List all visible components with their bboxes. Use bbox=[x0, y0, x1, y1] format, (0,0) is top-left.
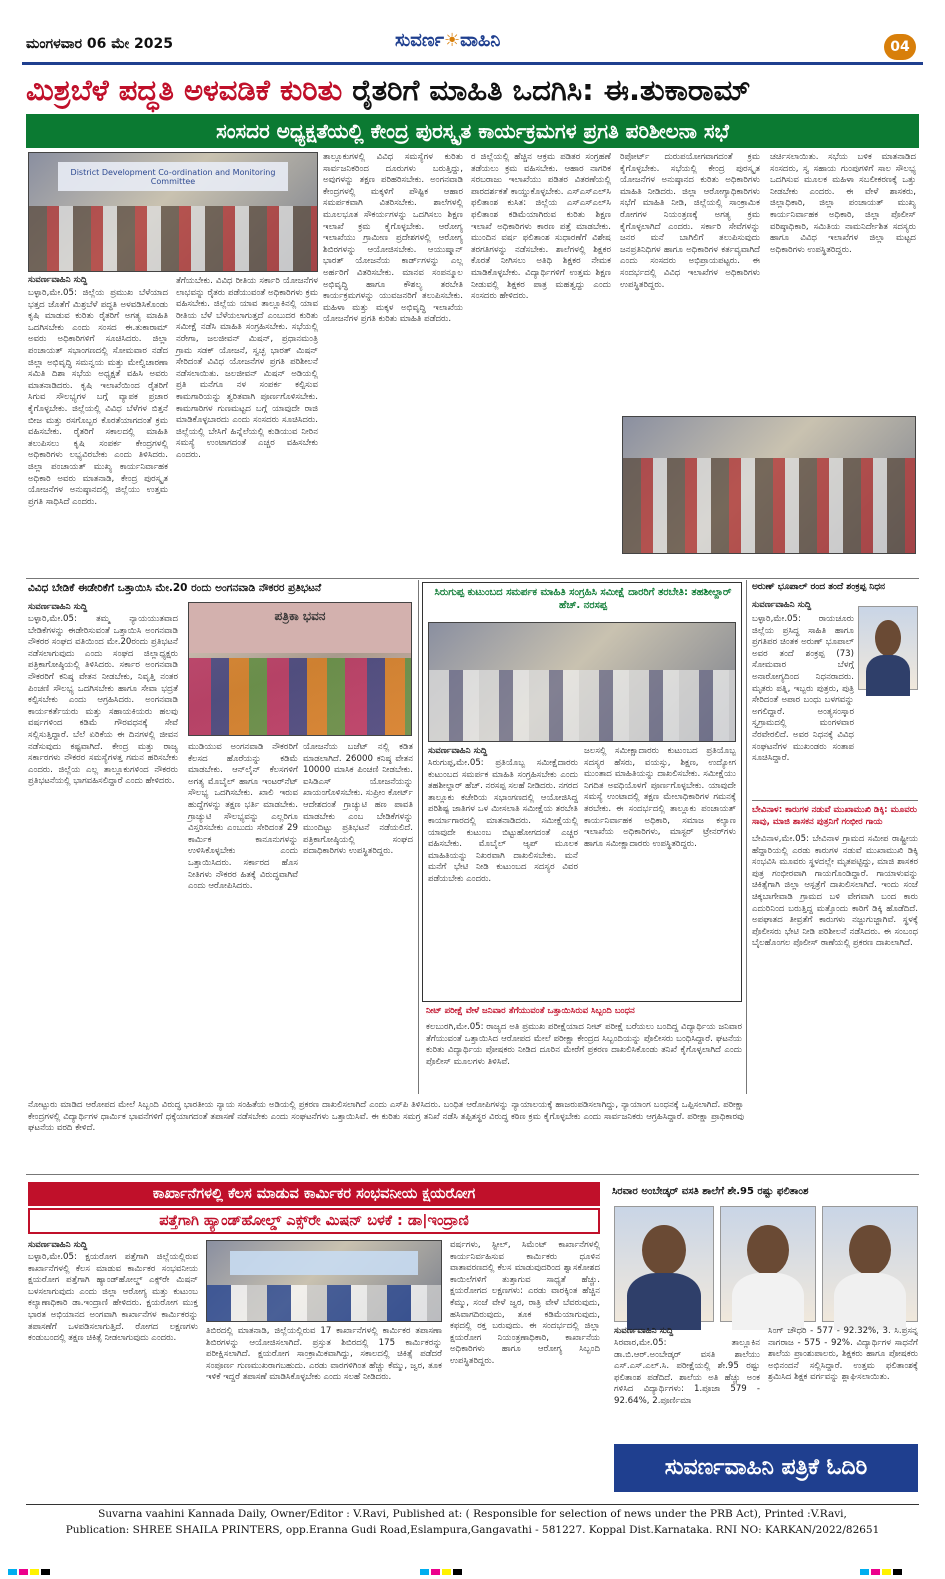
obituary-rule bbox=[752, 800, 918, 801]
xray-camp-photo bbox=[206, 1240, 442, 1322]
student-photo-1 bbox=[614, 1206, 714, 1322]
sirivara-column-2: ಸಿಂಗ್ ಚೌಧರಿ - 577 - 92.32%, 3. ಸಿ.ಪ್ರಸನ್ನ ನಾಗರಾಜ - 575 - 92%. ವಿದ್ಯಾರ್ಥಿಗಳ ಸಾಧನೆಗೆ ಶಾಲೆಯ ಪ್ರಾಂಶುಪಾಲರು, ಶಿಕ್ಷಕರು ಹಾಗೂ ಪೋಷಕರು ಅಭಿನಂದನೆ ಸಲ್ಲಿಸಿದ್ದಾರೆ. ಉತ್ತಮ ಫಲಿತಾಂಶಕ್ಕೆ ಶ್ರಮಿಸಿದ ಶಿಕ್ಷಕ ವರ್ಗವನ್ನು ಶ್ಲಾಘಿಸಲಾಯಿತು. bbox=[768, 1326, 918, 1383]
obituary-title: ಅರುಣ್ ಭೂಪಾಲ್ ರಂದ ತಂದೆ ಶಂಕ್ರಪ್ಪ ನಿಧನ bbox=[752, 582, 886, 592]
lead-headline bbox=[26, 68, 919, 112]
student-3-face bbox=[849, 1225, 890, 1275]
tb-column-2: ತಿಬಿರದಲ್ಲಿ ಮಾತನಾಡಿ, ಜಿಲ್ಲೆಯಲ್ಲಿರುವ 17 ಕಾರ್ಖಾನೆಗಳಲ್ಲಿ ಕಾರ್ಮಿಕರ ತಪಾಸಣಾ ಶಿಬಿರಗಳನ್ನು ಆಯೋಜಿಸಲಾಗಿದೆ. ಪ್ರಸ್ತುತ ಶಿಬಿರದಲ್ಲಿ 175 ಕಾರ್ಮಿಕರನ್ನು ಪರೀಕ್ಷಿಸಲಾಗಿದೆ. ಕ್ಷಯರೋಗ ಸಾಂಕ್ರಾಮಿಕವಾಗಿದ್ದು, ಸಕಾಲದಲ್ಲಿ ಚಿಕಿತ್ಸೆ ಪಡೆದರೆ ಸಂಪೂರ್ಣ ಗುಣಮುಖರಾಗಬಹುದು. ಎರಡು ವಾರಗಳಿಗಿಂತ ಹೆಚ್ಚು ಕೆಮ್ಮು, ಜ್ವರ, ತೂಕ ಇಳಿಕೆ ಇದ್ದರೆ ತಪಾಸಣೆ ಮಾಡಿಸಿಕೊಳ್ಳಬೇಕು ಎಂದು ಸಲಹೆ ನೀಡಿದರು. bbox=[206, 1326, 442, 1383]
imprint-line-2: Publication: SHREE SHAILA PRINTERS, opp.Eranna Gudi Road,Eslampura,Gangavathi - 581227. Koppal Dist.Karnataka. RNI NO: KARKAN/2022/82651 bbox=[65, 1524, 880, 1536]
press-meet-people bbox=[189, 658, 411, 735]
neet-continued: ನೋಟ್ಪುರು ಮಾಡಿದ ಆರೋಪದ ಮೇಲೆ ಸಿಬ್ಬಂದಿ ವಿರುದ್ಧ ಭಾರತೀಯ ನ್ಯಾಯ ಸಂಹಿತೆಯ ಅಡಿಯಲ್ಲಿ ಪ್ರಕರಣ ದಾಖಲಿಸಲಾಗಿದೆ ಎಂದು ಎಸ್‌ಪಿ ತಿಳಿಸಿದರು. ಬಂಧಿತ ಆರೋಪಿಗಳನ್ನು ನ್ಯಾಯಾಲಯಕ್ಕೆ ಹಾಜರುಪಡಿಸಲಾಗಿದ್ದು, ನ್ಯಾಯಾಂಗ ಬಂಧನಕ್ಕೆ ಒಪ್ಪಿಸಲಾಗಿದೆ. ಪರೀಕ್ಷಾ ಕೇಂದ್ರಗಳಲ್ಲಿ ವಿದ್ಯಾರ್ಥಿಗಳ ಧಾರ್ಮಿಕ ಭಾವನೆಗಳಿಗೆ ಧಕ್ಕೆಯಾಗದಂತೆ ತಪಾಸಣೆ ನಡೆಸಬೇಕು ಎಂದು ಸಂಘಟನೆಗಳು ಒತ್ತಾಯಿಸಿವೆ. ಈ ಕುರಿತು ಸಮಗ್ರ ತನಿಖೆ ನಡೆಸಿ ತಪ್ಪಿತಸ್ಥರ ವಿರುದ್ಧ ಕಠಿಣ ಕ್ರಮ ಕೈಗೊಳ್ಳಬೇಕು ಎಂದು ಸಾರ್ವಜನಿಕರು ಆಗ್ರಹಿಸಿದ್ದಾರೆ. ಪರೀಕ್ಷಾ ಪ್ರಾಧಿಕಾರವು ಘಟನೆಯ ವರದಿ ಕೇಳಿದೆ. bbox=[28, 1100, 744, 1134]
lead-headline-red: ಮಿಶ್ರಬೆಳೆ ಪದ್ಧತಿ ಅಳವಡಿಕೆ ಕುರಿತು bbox=[26, 73, 343, 107]
lead-column-2: ತೆಗೆಯಬೇಕು. ವಿವಿಧ ರೀತಿಯ ಸರ್ಕಾರಿ ಯೋಜನೆಗಳ ಲಾಭವನ್ನು ರೈತರು ಪಡೆಯುವಂತೆ ಅಧಿಕಾರಿಗಳು ಕ್ರಮ ವಹಿಸಬೇಕು. ಜಿಲ್ಲೆಯ ಯಾವ ತಾಲ್ಲೂಕಿನಲ್ಲಿ ಯಾವ ರೀತಿಯ ಬೆಳೆ ಬೆಳೆಯಲಾಗುತ್ತದೆ ಎಂಬುದರ ಕುರಿತು ಸಮೀಕ್ಷೆ ನಡೆಸಿ ಮಾಹಿತಿ ಸಂಗ್ರಹಿಸಬೇಕು. ಸಭೆಯಲ್ಲಿ ನರೇಗಾ, ಜಲಜೀವನ್ ಮಿಷನ್, ಪ್ರಧಾನಮಂತ್ರಿ ಗ್ರಾಮ ಸಡಕ್ ಯೋಜನೆ, ಸ್ವಚ್ಛ ಭಾರತ್ ಮಿಷನ್ ಸೇರಿದಂತೆ ವಿವಿಧ ಯೋಜನೆಗಳ ಪ್ರಗತಿ ಪರಿಶೀಲನೆ ನಡೆಸಲಾಯಿತು. ಜಲಜೀವನ್ ಮಿಷನ್ ಅಡಿಯಲ್ಲಿ ಪ್ರತಿ ಮನೆಗೂ ನಳ ಸಂಪರ್ಕ ಕಲ್ಪಿಸುವ ಕಾಮಗಾರಿಯನ್ನು ತ್ವರಿತವಾಗಿ ಪೂರ್ಣಗೊಳಿಸಬೇಕು. ಕಾಮಗಾರಿಗಳ ಗುಣಮಟ್ಟದ ಬಗ್ಗೆ ಯಾವುದೇ ರಾಜಿ ಮಾಡಿಕೊಳ್ಳಬಾರದು ಎಂದು ಸಂಸದರು ಸೂಚಿಸಿದರು. ಜಿಲ್ಲೆಯಲ್ಲಿ ಬೇಸಿಗೆ ಹಿನ್ನೆಲೆಯಲ್ಲಿ ಕುಡಿಯುವ ನೀರಿನ ಸಮಸ್ಯೆ ಉಂಟಾಗದಂತೆ ಎಚ್ಚರ ವಹಿಸಬೇಕು ಎಂದರು. bbox=[176, 276, 318, 460]
masthead-rule bbox=[22, 62, 923, 65]
student-3-body bbox=[834, 1273, 905, 1330]
accident-title: ಬೇವಿನಾಳ: ಕಾರುಗಳ ನಡುವೆ ಮುಖಾಮುಖಿ ಡಿಕ್ಕಿ: ಮೂವರು ಸಾವು, ಮಾಜಿ ಶಾಸಕನ ಪುತ್ರನಿಗೆ ಗಂಭೀರ ಗಾಯ bbox=[752, 805, 918, 827]
student-photo-2 bbox=[720, 1206, 816, 1322]
imprint-line-1: Suvarna vaahini Kannada Daily, Owner/Editor : V.Ravi, Published at: ( Responsible for selection of news under the PRB Act), Printed :V.Ravi, bbox=[98, 1508, 847, 1520]
siruguppa-byline: ಸುವರ್ಣವಾಹಿನಿ ಸುದ್ದಿ bbox=[428, 746, 488, 756]
neet-body: ಕಲಬುರಗಿ,ಮೇ.05: ರಾಜ್ಯದ ಅತಿ ಪ್ರಮುಖ ಪರೀಕ್ಷೆಯಾದ ನೀಟ್ ಪರೀಕ್ಷೆ ಬರೆಯಲು ಬಂದಿದ್ದ ವಿದ್ಯಾರ್ಥಿಯ ಜನಿವಾರ ತೆಗೆಯುವಂತೆ ಒತ್ತಾಯಿಸಿದ ಆರೋಪದ ಮೇಲೆ ಪರೀಕ್ಷಾ ಕೇಂದ್ರದ ಸಿಬ್ಬಂದಿಯನ್ನು ಪೊಲೀಸರು ಬಂಧಿಸಿದ್ದಾರೆ. ಘಟನೆಯ ಕುರಿತು ವಿದ್ಯಾರ್ಥಿಯ ಪೋಷಕರು ನೀಡಿದ ದೂರಿನ ಮೇರೆಗೆ ಪ್ರಕರಣ ದಾಖಲಿಸಿಕೊಂಡು ತನಿಖೆ ಕೈಗೊಳ್ಳಲಾಗಿದೆ ಎಂದು ಪೊಲೀಸ್ ಮೂಲಗಳು ತಿಳಿಸಿವೆ. bbox=[426, 1022, 742, 1067]
registration-marks-center bbox=[420, 1560, 540, 1568]
registration-marks-right bbox=[860, 1560, 940, 1568]
tb-column-1: ಬಳ್ಳಾರಿ,ಮೇ.05: ಕ್ಷಯರೋಗ ಪತ್ತೆಗಾಗಿ ಜಿಲ್ಲೆಯಲ್ಲಿರುವ ಕಾರ್ಖಾನೆಗಳಲ್ಲಿ ಕೆಲಸ ಮಾಡುವ ಕಾರ್ಮಿಕರ ಸಂಭವನೀಯ ಕ್ಷಯರೋಗ ಪತ್ತೆಗಾಗಿ ಹ್ಯಾಂಡ್‌ಹೋಲ್ಡ್ ಎಕ್ಸ್‌ರೇ ಮಿಷನ್ ಬಳಸಲಾಗುವುದು ಎಂದು ಜಿಲ್ಲಾ ಆರೋಗ್ಯ ಮತ್ತು ಕುಟುಂಬ ಕಲ್ಯಾಣಾಧಿಕಾರಿ ಡಾ.ಇಂದ್ರಾಣಿ ಹೇಳಿದರು. ಕ್ಷಯರೋಗ ಮುಕ್ತ ಭಾರತ ಅಭಿಯಾನದ ಅಂಗವಾಗಿ ಕಾರ್ಖಾನೆಗಳ ಕಾರ್ಮಿಕರನ್ನು ತಪಾಸಣೆಗೆ ಒಳಪಡಿಸಲಾಗುತ್ತಿದೆ. ರೋಗದ ಲಕ್ಷಣಗಳು ಕಂಡುಬಂದಲ್ಲಿ ತಕ್ಷಣ ಚಿಕಿತ್ಸೆ ನೀಡಲಾಗುವುದು ಎಂದರು. bbox=[28, 1252, 198, 1344]
meeting-photo-banner bbox=[58, 162, 288, 190]
anganwadi-column-2: ಮುಡಿಯುವ ಅಂಗನವಾಡಿ ನೌಕರರಿಗೆ ಕೆಲಸದ ಹೊರೆಯನ್ನು ಕಡಿಮೆ ಮಾಡಬೇಕು. ಆನ್‌ಲೈನ್ ಕೆಲಸಗಳಿಗೆ ಅಗತ್ಯ ಮೊಬೈಲ್ ಹಾಗೂ ಇಂಟರ್‌ನೆಟ್ ಸೌಲಭ್ಯ ಒದಗಿಸಬೇಕು. ಖಾಲಿ ಇರುವ ಹುದ್ದೆಗಳನ್ನು ತಕ್ಷಣ ಭರ್ತಿ ಮಾಡಬೇಕು. ಗ್ರಾಚ್ಯುಟಿ ಸೌಲಭ್ಯವನ್ನು ಎಲ್ಲರಿಗೂ ವಿಸ್ತರಿಸಬೇಕು ಎಂಬುದು ಸೇರಿದಂತೆ 29 ಕಾರ್ಮಿಕ ಕಾನೂನುಗಳನ್ನು ಉಳಿಸಿಕೊಳ್ಳಬೇಕು ಎಂದು ಒತ್ತಾಯಿಸಿದರು. ಸರ್ಕಾರದ ಹೊಸ ನೀತಿಗಳು ನೌಕರರ ಹಿತಕ್ಕೆ ವಿರುದ್ಧವಾಗಿವೆ ಎಂದು ಆರೋಪಿಸಿದರು. bbox=[188, 742, 298, 892]
xray-camp-banner bbox=[230, 1251, 417, 1275]
obituary-portrait bbox=[858, 606, 918, 690]
training-photo-people bbox=[429, 670, 735, 741]
audience-photo-people bbox=[623, 458, 915, 553]
accident-body: ಬೇವಿನಾಳ,ಮೇ.05: ಬೇವಿನಾಳ ಗ್ರಾಮದ ಸಮೀಪ ರಾಷ್ಟ್ರೀಯ ಹೆದ್ದಾರಿಯಲ್ಲಿ ಎರಡು ಕಾರುಗಳ ನಡುವೆ ಮುಖಾಮುಖಿ ಡಿಕ್ಕಿ ಸಂಭವಿಸಿ ಮೂವರು ಸ್ಥಳದಲ್ಲೇ ಮೃತಪಟ್ಟಿದ್ದು, ಮಾಜಿ ಶಾಸಕರ ಪುತ್ರ ಗಂಭೀರವಾಗಿ ಗಾಯಗೊಂಡಿದ್ದಾರೆ. ಗಾಯಾಳುವನ್ನು ಚಿಕಿತ್ಸೆಗಾಗಿ ಜಿಲ್ಲಾ ಆಸ್ಪತ್ರೆಗೆ ದಾಖಲಿಸಲಾಗಿದೆ. ಇಂದು ಸಂಜೆ ಚಿಕ್ಕಬಾಗೇವಾಡಿ ಗ್ರಾಮದ ಬಳಿ ವೇಗವಾಗಿ ಬಂದ ಕಾರು ಎದುರಿನಿಂದ ಬರುತ್ತಿದ್ದ ಮತ್ತೊಂದು ಕಾರಿಗೆ ಡಿಕ್ಕಿ ಹೊಡೆದಿದೆ. ಅಪಘಾತದ ತೀವ್ರತೆಗೆ ಕಾರುಗಳು ನಜ್ಜುಗುಜ್ಜಾಗಿವೆ. ಸ್ಥಳಕ್ಕೆ ಪೊಲೀಸರು ಭೇಟಿ ನೀಡಿ ಪರಿಶೀಲನೆ ನಡೆಸಿದರು. ಈ ಸಂಬಂಧ ಬೈಲಹೊಂಗಲ ಪೊಲೀಸ್ ಠಾಣೆಯಲ್ಲಿ ಪ್ರಕರಣ ದಾಖಲಾಗಿದೆ. bbox=[752, 834, 918, 949]
meeting-photo bbox=[28, 152, 318, 272]
sirivara-title: ಸಿರವಾರ ಅಂಬೇಡ್ಕರ್ ವಸತಿ ಶಾಲೆಗೆ ಶೇ.95 ರಷ್ಟು ಫಲಿತಾಂಶ bbox=[612, 1186, 809, 1197]
anganwadi-title: ವಿವಿಧ ಬೇಡಿಕೆ ಈಡೇರಿಕೆಗೆ ಒತ್ತಾಯಿಸಿ ಮೇ.20 ರಂದು ಅಂಗನವಾಡಿ ನೌಕರರ ಪ್ರತಿಭಟನೆ bbox=[28, 582, 322, 594]
page-number: 04 bbox=[884, 34, 916, 60]
footer-rule bbox=[26, 1504, 919, 1505]
lead-subhead: ಸಂಸದರ ಅಧ್ಯಕ್ಷತೆಯಲ್ಲಿ ಕೇಂದ್ರ ಪುರಸ್ಕೃತ ಕಾರ್ಯಕ್ರಮಗಳ ಪ್ರಗತಿ ಪರಿಶೀಲನಾ ಸಭೆ bbox=[26, 114, 919, 148]
siruguppa-title: ಸಿರುಗುಪ್ಪ ಕುಟುಂಬದ ಸಮರ್ಪಕ ಮಾಹಿತಿ ಸಂಗ್ರಹಿಸಿ ಸಮೀಕ್ಷೆ ದಾರರಿಗೆ ತರಬೇತಿ: ತಹಶೀಲ್ದಾರ್ ಹೆಚ್. ನರಸಪ್ಪ bbox=[434, 587, 732, 611]
obituary-body-top: ಬಳ್ಳಾರಿ,ಮೇ.05: ರಾಯಚೂರು ಜಿಲ್ಲೆಯ ಪ್ರಸಿದ್ಧ ಸಾಹಿತಿ ಹಾಗೂ ಪ್ರಗತಿಪರ ಚಿಂತಕ ಅರುಣ್ ಭೂಪಾಲ್ ಅವರ ತಂದೆ ಶಂಕ್ರಪ್ಪ (73) ಸೋಮವಾರ ಬೆಳಗ್ಗೆ ಅನಾರೋಗ್ಯದಿಂದ ನಿಧನರಾದರು. ಮೃತರು ಪತ್ನಿ, ಇಬ್ಬರು ಪುತ್ರರು, ಪುತ್ರಿ ಸೇರಿದಂತೆ ಅಪಾರ ಬಂಧು ಬಳಗವನ್ನು ಅಗಲಿದ್ದಾರೆ. ಅಂತ್ಯಸಂಸ್ಕಾರ ಸ್ವಗ್ರಾಮದಲ್ಲಿ ಮಂಗಳವಾರ ನೆರವೇರಲಿದೆ. ಅವರ ನಿಧನಕ್ಕೆ ವಿವಿಧ ಸಂಘಟನೆಗಳ ಮುಖಂಡರು ಸಂತಾಪ ಸೂಚಿಸಿದ್ದಾರೆ. bbox=[752, 614, 854, 764]
student-photo-3 bbox=[822, 1206, 918, 1322]
lead-byline: ಸುವರ್ಣವಾಹಿನಿ ಸುದ್ದಿ bbox=[28, 275, 88, 285]
training-photo bbox=[428, 622, 736, 742]
divider-neet bbox=[746, 580, 747, 1094]
tb-title-line-2: ಪತ್ತೆಗಾಗಿ ಹ್ಯಾಂಡ್‌ಹೋಲ್ಡ್ ಎಕ್ಸ್‌ರೇ ಮಿಷನ್ ಬಳಕೆ : ಡಾ|ಇಂದ್ರಾಣಿ bbox=[28, 1208, 600, 1234]
lead-bottom-rule bbox=[26, 578, 919, 579]
tb-column-3: ವರ್ಷಗಳು, ಸ್ಟೀಲ್, ಸಿಮೆಂಟ್ ಕಾರ್ಖಾನೆಗಳಲ್ಲಿ ಕಾರ್ಯನಿರ್ವಹಿಸುವ ಕಾರ್ಮಿಕರು ಧೂಳಿನ ವಾತಾವರಣದಲ್ಲಿ ಕೆಲಸ ಮಾಡುವುದರಿಂದ ಶ್ವಾಸಕೋಶದ ಕಾಯಿಲೆಗಳಿಗೆ ತುತ್ತಾಗುವ ಸಾಧ್ಯತೆ ಹೆಚ್ಚು. ಕ್ಷಯರೋಗದ ಲಕ್ಷಣಗಳು: ಎರಡು ವಾರಕ್ಕಿಂತ ಹೆಚ್ಚಿನ ಕೆಮ್ಮು, ಸಂಜೆ ವೇಳೆ ಜ್ವರ, ರಾತ್ರಿ ವೇಳೆ ಬೆವರುವುದು, ಹಸಿವಾಗದಿರುವುದು, ತೂಕ ಕಡಿಮೆಯಾಗುವುದು, ಕಫದಲ್ಲಿ ರಕ್ತ ಬರುವುದು. ಈ ಸಂದರ್ಭದಲ್ಲಿ ಜಿಲ್ಲಾ ಕ್ಷಯರೋಗ ನಿಯಂತ್ರಣಾಧಿಕಾರಿ, ಕಾರ್ಖಾನೆಯ ಅಧಿಕಾರಿಗಳು ಹಾಗೂ ಆರೋಗ್ಯ ಸಿಬ್ಬಂದಿ ಉಪಸ್ಥಿತರಿದ್ದರು. bbox=[450, 1240, 600, 1366]
lead-column-1: ಬಳ್ಳಾರಿ,ಮೇ.05: ಜಿಲ್ಲೆಯ ಪ್ರಮುಖ ಬೆಳೆಯಾದ ಭತ್ತದ ಜೊತೆಗೆ ಮಿಶ್ರಬೆಳೆ ಪದ್ಧತಿ ಅಳವಡಿಸಿಕೊಂಡು ಕೃಷಿ ಮಾಡುವ ಕುರಿತು ರೈತರಿಗೆ ಅಗತ್ಯ ಮಾಹಿತಿ ಒದಗಿಸಬೇಕು ಎಂದು ಸಂಸದ ಈ.ತುಕಾರಾಮ್ ಅವರು ಅಧಿಕಾರಿಗಳಿಗೆ ಸೂಚಿಸಿದರು. ಜಿಲ್ಲಾ ಪಂಚಾಯತ್ ಸಭಾಂಗಣದಲ್ಲಿ ಸೋಮವಾರ ನಡೆದ ಜಿಲ್ಲಾ ಅಭಿವೃದ್ಧಿ ಸಮನ್ವಯ ಮತ್ತು ಮೇಲ್ವಿಚಾರಣಾ ಸಮಿತಿ ದಿಶಾ ಸಭೆಯ ಅಧ್ಯಕ್ಷತೆ ವಹಿಸಿ ಅವರು ಮಾತನಾಡಿದರು. ಕೃಷಿ ಇಲಾಖೆಯಿಂದ ರೈತರಿಗೆ ಸಿಗುವ ಸೌಲಭ್ಯಗಳ ಬಗ್ಗೆ ವ್ಯಾಪಕ ಪ್ರಚಾರ ಕೈಗೊಳ್ಳಬೇಕು. ಜಿಲ್ಲೆಯಲ್ಲಿ ವಿವಿಧ ಬೆಳೆಗಳ ಬಿತ್ತನೆ ಬೀಜ ಮತ್ತು ರಸಗೊಬ್ಬರ ಕೊರತೆಯಾಗದಂತೆ ಕ್ರಮ ವಹಿಸಬೇಕು. ರೈತರಿಗೆ ಸಕಾಲದಲ್ಲಿ ಮಾಹಿತಿ ತಲುಪಿಸಲು ಕೃಷಿ ಸಂಪರ್ಕ ಕೇಂದ್ರಗಳಲ್ಲಿ ಅಧಿಕಾರಿಗಳು ಲಭ್ಯವಿರಬೇಕು ಎಂದು ತಿಳಿಸಿದರು. ಜಿಲ್ಲಾ ಪಂಚಾಯತ್ ಮುಖ್ಯ ಕಾರ್ಯನಿರ್ವಾಹಕ ಅಧಿಕಾರಿ ಅವರು ಮಾತನಾಡಿ, ಕೇಂದ್ರ ಪುರಸ್ಕೃತ ಯೋಜನೆಗಳ ಅನುಷ್ಠಾನದಲ್ಲಿ ಜಿಲ್ಲೆಯು ಉತ್ತಮ ಪ್ರಗತಿ ಸಾಧಿಸಿದೆ ಎಂದರು. bbox=[28, 288, 168, 507]
siruguppa-column-1: ಸಿರುಗುಪ್ಪ,ಮೇ.05: ಪ್ರತಿಯೊಬ್ಬ ಸಮೀಕ್ಷೆದಾರರು ಕುಟುಂಬದ ಸಮರ್ಪಕ ಮಾಹಿತಿ ಸಂಗ್ರಹಿಸಬೇಕು ಎಂದು ತಹಶೀಲ್ದಾರ್ ಹೆಚ್. ನರಸಪ್ಪ ಸಲಹೆ ನೀಡಿದರು. ನಗರದ ತಾಲ್ಲೂಕು ಕಚೇರಿಯ ಸಭಾಂಗಣದಲ್ಲಿ ಆಯೋಜಿಸಿದ್ದ ಪರಿಶಿಷ್ಟ ಜಾತಿಗಳ ಒಳ ಮೀಸಲಾತಿ ಸಮೀಕ್ಷೆಯ ತರಬೇತಿ ಕಾರ್ಯಾಗಾರದಲ್ಲಿ ಮಾತನಾಡಿದರು. ಸಮೀಕ್ಷೆಯಲ್ಲಿ ಯಾವುದೇ ಕುಟುಂಬ ಬಿಟ್ಟುಹೋಗದಂತೆ ಎಚ್ಚರ ವಹಿಸಬೇಕು. ಮೊಬೈಲ್ ಆ್ಯಪ್ ಮೂಲಕ ಮಾಹಿತಿಯನ್ನು ನಿಖರವಾಗಿ ದಾಖಲಿಸಬೇಕು. ಮನೆ ಮನೆಗೆ ಭೇಟಿ ನೀಡಿ ಕುಟುಂಬದ ಸದಸ್ಯರ ವಿವರ ಪಡೆಯಬೇಕು ಎಂದರು. bbox=[428, 758, 578, 884]
press-meet-wall bbox=[189, 603, 411, 653]
student-1-body bbox=[627, 1273, 701, 1330]
read-newspaper-promo: ಸುವರ್ಣವಾಹಿನಿ ಪತ್ರಿಕೆ ಓದಿರಿ bbox=[614, 1444, 918, 1492]
brand-right: ವಾಹಿನಿ bbox=[460, 30, 501, 51]
portrait-face bbox=[875, 620, 901, 656]
brand-left: ಸುವರ್ಣ bbox=[395, 30, 444, 51]
registration-marks-left bbox=[8, 1560, 128, 1568]
newspaper-logo bbox=[395, 30, 500, 51]
lower-section-rule bbox=[26, 1174, 919, 1175]
meeting-photo-people bbox=[29, 206, 317, 271]
press-meet-photo bbox=[188, 602, 412, 736]
neet-title: ನೀಟ್ ಪರೀಕ್ಷೆ ವೇಳೆ ಜನಿವಾರ ತೆಗೆಯುವಂತೆ ಒತ್ತಾಯಿಸಿರುವ ಸಿಬ್ಬಂದಿ ಬಂಧನ bbox=[426, 1006, 635, 1016]
lead-headline-black: ರೈತರಿಗೆ ಮಾಹಿತಿ ಒದಗಿಸಿ: ಈ.ತುಕಾರಾಮ್ bbox=[342, 73, 751, 107]
anganwadi-byline: ಸುವರ್ಣವಾಹಿನಿ ಸುದ್ದಿ bbox=[28, 602, 88, 612]
audience-photo bbox=[622, 416, 916, 554]
sirivara-column-1: ಸಿರವಾರ,ಮೇ.05: ತಾಲ್ಲೂಕಿನ ಡಾ.ಬಿ.ಆರ್.ಅಂಬೇಡ್ಕರ್ ವಸತಿ ಶಾಲೆಯು ಎಸ್.ಎಸ್.ಎಲ್.ಸಿ. ಪರೀಕ್ಷೆಯಲ್ಲಿ ಶೇ.95 ರಷ್ಟು ಫಲಿತಾಂಶ ಪಡೆದಿದೆ. ಶಾಲೆಯ ಅತಿ ಹೆಚ್ಚು ಅಂಕ ಗಳಿಸಿದ ವಿದ್ಯಾರ್ಥಿಗಳು: 1.ಪೂಜಾ 579 - 92.64%, 2.ಪೂರ್ಣಿಮಾ bbox=[614, 1338, 760, 1406]
anganwadi-column-3: ಯೋಜನೆಯ ಬಜೆಟ್ ನಲ್ಲಿ ಕಡಿತ ಮಾಡಲಾಗಿದೆ. 26000 ಕನಿಷ್ಠ ವೇತನ 10000 ಮಾಸಿಕ ಪಿಂಚಣಿ ನೀಡಬೇಕು. ಐಸಿಡಿಎಸ್ ಯೋಜನೆಯನ್ನು ಖಾಯಂಗೊಳಿಸಬೇಕು. ಸುಪ್ರೀಂ ಕೋರ್ಟ್ ಆದೇಶದಂತೆ ಗ್ರಾಚ್ಯುಟಿ ಹಣ ಪಾವತಿ ಮಾಡಬೇಕು ಎಂಬ ಬೇಡಿಕೆಗಳನ್ನು ಮುಂದಿಟ್ಟು ಪ್ರತಿಭಟನೆ ನಡೆಯಲಿದೆ. ಪತ್ರಿಕಾಗೋಷ್ಠಿಯಲ್ಲಿ ಸಂಘದ ಪದಾಧಿಕಾರಿಗಳು ಉಪಸ್ಥಿತರಿದ್ದರು. bbox=[303, 742, 414, 857]
siruguppa-column-2: ಜಲಸಲ್ಲಿ ಸಮೀಕ್ಷಾದಾರರು ಕುಟುಂಬದ ಪ್ರತಿಯೊಬ್ಬ ಸದಸ್ಯರ ಹೆಸರು, ವಯಸ್ಸು, ಶಿಕ್ಷಣ, ಉದ್ಯೋಗ ಮುಂತಾದ ಮಾಹಿತಿಯನ್ನು ದಾಖಲಿಸಬೇಕು. ಸಮೀಕ್ಷೆಯು ನಿಗದಿತ ಅವಧಿಯೊಳಗೆ ಪೂರ್ಣಗೊಳ್ಳಬೇಕು. ಯಾವುದೇ ಸಮಸ್ಯೆ ಉಂಟಾದಲ್ಲಿ ತಕ್ಷಣ ಮೇಲಾಧಿಕಾರಿಗಳ ಗಮನಕ್ಕೆ ತರಬೇಕು. ಈ ಸಂದರ್ಭದಲ್ಲಿ ತಾಲ್ಲೂಕು ಪಂಚಾಯತ್ ಕಾರ್ಯನಿರ್ವಾಹಕ ಅಧಿಕಾರಿ, ಸಮಾಜ ಕಲ್ಯಾಣ ಇಲಾಖೆಯ ಅಧಿಕಾರಿಗಳು, ಮಾಸ್ಟರ್ ಟ್ರೇನರ್‌ಗಳು ಹಾಗೂ ಸಮೀಕ್ಷಾದಾರರು ಉಪಸ್ಥಿತರಿದ್ದರು. bbox=[584, 746, 736, 849]
xray-camp-stalls bbox=[207, 1285, 441, 1321]
student-2-face bbox=[747, 1225, 788, 1275]
press-bhavan-sign: ಪತ್ರಿಕಾ ಭವನ bbox=[274, 609, 326, 623]
lead-column-5: ರಿಪೋರ್ಟ್ ದುರುಪಯೋಗವಾಗದಂತೆ ಕ್ರಮ ಕೈಗೊಳ್ಳಬೇಕು. ಸಭೆಯಲ್ಲಿ ಕೇಂದ್ರ ಪುರಸ್ಕೃತ ಯೋಜನೆಗಳ ಅನುಷ್ಠಾನದ ಕುರಿತು ಅಧಿಕಾರಿಗಳು ಮಾಹಿತಿ ನೀಡಿದರು. ಜಿಲ್ಲಾ ಆರೋಗ್ಯಾಧಿಕಾರಿಗಳು ಸಭೆಗೆ ಮಾಹಿತಿ ನೀಡಿ, ಜಿಲ್ಲೆಯಲ್ಲಿ ಸಾಂಕ್ರಾಮಿಕ ರೋಗಗಳ ನಿಯಂತ್ರಣಕ್ಕೆ ಅಗತ್ಯ ಕ್ರಮ ಕೈಗೊಳ್ಳಲಾಗಿದೆ ಎಂದರು. ಸರ್ಕಾರಿ ಸೇವೆಗಳನ್ನು ಜನರ ಮನೆ ಬಾಗಿಲಿಗೆ ತಲುಪಿಸುವುದು ಜನಪ್ರತಿನಿಧಿಗಳ ಹಾಗೂ ಅಧಿಕಾರಿಗಳ ಕರ್ತವ್ಯವಾಗಿದೆ ಎಂದು ಸಂಸದರು ಅಭಿಪ್ರಾಯಪಟ್ಟರು. ಈ ಸಂದರ್ಭದಲ್ಲಿ ವಿವಿಧ ಇಲಾಖೆಗಳ ಅಧಿಕಾರಿಗಳು ಉಪಸ್ಥಿತರಿದ್ದರು. bbox=[620, 152, 760, 290]
tb-title-line-1: ಕಾರ್ಖಾನೆಗಳಲ್ಲಿ ಕೆಲಸ ಮಾಡುವ ಕಾರ್ಮಿಕರ ಸಂಭವನೀಯ ಕ್ಷಯರೋಗ bbox=[28, 1182, 600, 1206]
sirivara-byline: ಸುವರ್ಣವಾಹಿನಿ ಸುದ್ದಿ bbox=[614, 1326, 674, 1336]
lead-column-4: ರ ಜಿಲ್ಲೆಯಲ್ಲಿ ಹೆಚ್ಚಿನ ಆಕ್ರಮ ಪಡಿತರ ಸಂಗ್ರಹಣೆ ತಡೆಯಲು ಕ್ರಮ ವಹಿಸಬೇಕು. ಆಹಾರ ನಾಗರಿಕ ಸರಬರಾಜು ಇಲಾಖೆಯು ಪಡಿತರ ವಿತರಣೆಯಲ್ಲಿ ಪಾರದರ್ಶಕತೆ ಕಾಯ್ದುಕೊಳ್ಳಬೇಕು. ಎಸ್‌ಎಸ್‌ಎಲ್‌ಸಿ ಫಲಿತಾಂಶ ಕುಸಿತ: ಜಿಲ್ಲೆಯ ಎಸ್‌ಎಸ್‌ಎಲ್‌ಸಿ ಫಲಿತಾಂಶ ಕಡಿಮೆಯಾಗಿರುವ ಕುರಿತು ಶಿಕ್ಷಣ ಇಲಾಖೆ ಅಧಿಕಾರಿಗಳು ಕಾರಣ ಪತ್ತೆ ಮಾಡಬೇಕು. ಮುಂದಿನ ವರ್ಷ ಫಲಿತಾಂಶ ಸುಧಾರಣೆಗೆ ವಿಶೇಷ ತರಗತಿಗಳನ್ನು ನಡೆಸಬೇಕು. ಶಾಲೆಗಳಲ್ಲಿ ಶಿಕ್ಷಕರ ಕೊರತೆ ನೀಗಿಸಲು ಅತಿಥಿ ಶಿಕ್ಷಕರ ನೇಮಕ ಮಾಡಿಕೊಳ್ಳಬೇಕು. ವಿದ್ಯಾರ್ಥಿಗಳಿಗೆ ಉತ್ತಮ ಶಿಕ್ಷಣ ನೀಡುವಲ್ಲಿ ಶಿಕ್ಷಕರ ಪಾತ್ರ ಮಹತ್ವದ್ದು ಎಂದು ಸಂಸದರು ಹೇಳಿದರು. bbox=[471, 152, 611, 302]
tb-byline: ಸುವರ್ಣವಾಹಿನಿ ಸುದ್ದಿ bbox=[28, 1240, 88, 1250]
sun-icon: ☀ bbox=[443, 30, 461, 51]
anganwadi-column-1: ಬಳ್ಳಾರಿ,ಮೇ.05: ತಮ್ಮ ನ್ಯಾಯಯುತವಾದ ಬೇಡಿಕೆಗಳನ್ನು ಈಡೇರಿಸುವಂತೆ ಒತ್ತಾಯಿಸಿ ಅಂಗನವಾಡಿ ನೌಕರರ ಸಂಘದ ವತಿಯಿಂದ ಮೇ.20ರಂದು ಪ್ರತಿಭಟನೆ ನಡೆಸಲಾಗುವುದು ಎಂದು ಸಂಘದ ಜಿಲ್ಲಾಧ್ಯಕ್ಷರು ಪತ್ರಿಕಾಗೋಷ್ಠಿಯಲ್ಲಿ ತಿಳಿಸಿದರು. ಸರ್ಕಾರ ಅಂಗನವಾಡಿ ನೌಕರರಿಗೆ ಕನಿಷ್ಠ ವೇತನ ನೀಡಬೇಕು, ನಿವೃತ್ತಿ ನಂತರ ಪಿಂಚಣಿ ಸೌಲಭ್ಯ ಒದಗಿಸಬೇಕು ಹಾಗೂ ಸೇವಾ ಭದ್ರತೆ ಕಲ್ಪಿಸಬೇಕು ಎಂದು ಆಗ್ರಹಿಸಿದರು. ಅಂಗನವಾಡಿ ಕಾರ್ಯಕರ್ತೆಯರು ಮತ್ತು ಸಹಾಯಕಿಯರು ಹಲವು ವರ್ಷಗಳಿಂದ ಕಡಿಮೆ ಗೌರವಧನಕ್ಕೆ ಸೇವೆ ಸಲ್ಲಿಸುತ್ತಿದ್ದಾರೆ. ಬೆಲೆ ಏರಿಕೆಯ ಈ ದಿನಗಳಲ್ಲಿ ಜೀವನ ನಡೆಸುವುದು ಕಷ್ಟವಾಗಿದೆ. ಕೇಂದ್ರ ಮತ್ತು ರಾಜ್ಯ ಸರ್ಕಾರಗಳು ನೌಕರರ ಸಮಸ್ಯೆಗಳತ್ತ ಗಮನ ಹರಿಸಬೇಕು ಎಂದರು. ಜಿಲ್ಲೆಯ ಎಲ್ಲ ತಾಲ್ಲೂಕುಗಳಿಂದ ನೌಕರರು ಪ್ರತಿಭಟನೆಯಲ್ಲಿ ಭಾಗವಹಿಸಲಿದ್ದಾರೆ ಎಂದು ಹೇಳಿದರು. bbox=[28, 614, 178, 787]
lead-column-3: ತಾಲ್ಲೂಕುಗಳಲ್ಲಿ ವಿವಿಧ ಸಮಸ್ಯೆಗಳ ಕುರಿತು ಸಾರ್ವಜನಿಕರಿಂದ ದೂರುಗಳು ಬರುತ್ತಿದ್ದು, ಅವುಗಳನ್ನು ತಕ್ಷಣ ಪರಿಹರಿಸಬೇಕು. ಅಂಗನವಾಡಿ ಕೇಂದ್ರಗಳಲ್ಲಿ ಮಕ್ಕಳಿಗೆ ಪೌಷ್ಟಿಕ ಆಹಾರ ಸಮರ್ಪಕವಾಗಿ ವಿತರಿಸಬೇಕು. ಶಾಲೆಗಳಲ್ಲಿ ಮೂಲಭೂತ ಸೌಕರ್ಯಗಳನ್ನು ಒದಗಿಸಲು ಶಿಕ್ಷಣ ಇಲಾಖೆ ಕ್ರಮ ಕೈಗೊಳ್ಳಬೇಕು. ಆರೋಗ್ಯ ಇಲಾಖೆಯು ಗ್ರಾಮೀಣ ಪ್ರದೇಶಗಳಲ್ಲಿ ಆರೋಗ್ಯ ಶಿಬಿರಗಳನ್ನು ಆಯೋಜಿಸಬೇಕು. ಆಯುಷ್ಮಾನ್ ಭಾರತ್ ಯೋಜನೆಯ ಕಾರ್ಡ್‌ಗಳನ್ನು ಎಲ್ಲ ಅರ್ಹರಿಗೆ ವಿತರಿಸಬೇಕು. ಮಾನವ ಸಂಪನ್ಮೂಲ ಅಭಿವೃದ್ಧಿ ಹಾಗೂ ಕೌಶಲ್ಯ ತರಬೇತಿ ಕಾರ್ಯಕ್ರಮಗಳನ್ನು ಯುವಜನರಿಗೆ ತಲುಪಿಸಬೇಕು. ಮಹಿಳಾ ಮತ್ತು ಮಕ್ಕಳ ಅಭಿವೃದ್ಧಿ ಇಲಾಖೆಯ ಯೋಜನೆಗಳ ಪ್ರಗತಿ ಕುರಿತು ಮಾಹಿತಿ ಪಡೆದರು. bbox=[323, 152, 463, 325]
divider-anganwadi bbox=[418, 580, 419, 1094]
student-1-face bbox=[642, 1225, 685, 1275]
obituary-byline: ಸುವರ್ಣವಾಹಿನಿ ಸುದ್ದಿ bbox=[752, 600, 812, 610]
issue-date: ಮಂಗಳವಾರ 06 ಮೇ 2025 bbox=[26, 36, 174, 52]
meeting-photo-banner-text: District Development Co-ordination and Monitoring Committee bbox=[70, 168, 276, 187]
portrait-body bbox=[866, 655, 910, 696]
student-2-body bbox=[732, 1273, 803, 1330]
lead-column-6: ಚರ್ಚಿಸಲಾಯಿತು. ಸಭೆಯ ಬಳಿಕ ಮಾತನಾಡಿದ ಸಂಸದರು, ಸ್ವ ಸಹಾಯ ಗುಂಪುಗಳಿಗೆ ಸಾಲ ಸೌಲಭ್ಯ ಒದಗಿಸುವ ಮೂಲಕ ಮಹಿಳಾ ಸಬಲೀಕರಣಕ್ಕೆ ಒತ್ತು ನೀಡಬೇಕು ಎಂದರು. ಈ ವೇಳೆ ಶಾಸಕರು, ಜಿಲ್ಲಾಧಿಕಾರಿ, ಜಿಲ್ಲಾ ಪಂಚಾಯತ್ ಮುಖ್ಯ ಕಾರ್ಯನಿರ್ವಾಹಕ ಅಧಿಕಾರಿ, ಜಿಲ್ಲಾ ಪೊಲೀಸ್ ವರಿಷ್ಠಾಧಿಕಾರಿ, ಸಮಿತಿಯ ನಾಮನಿರ್ದೇಶಿತ ಸದಸ್ಯರು ಹಾಗೂ ವಿವಿಧ ಇಲಾಖೆಗಳ ಜಿಲ್ಲಾ ಮಟ್ಟದ ಅಧಿಕಾರಿಗಳು ಉಪಸ್ಥಿತರಿದ್ದರು. bbox=[770, 152, 916, 255]
